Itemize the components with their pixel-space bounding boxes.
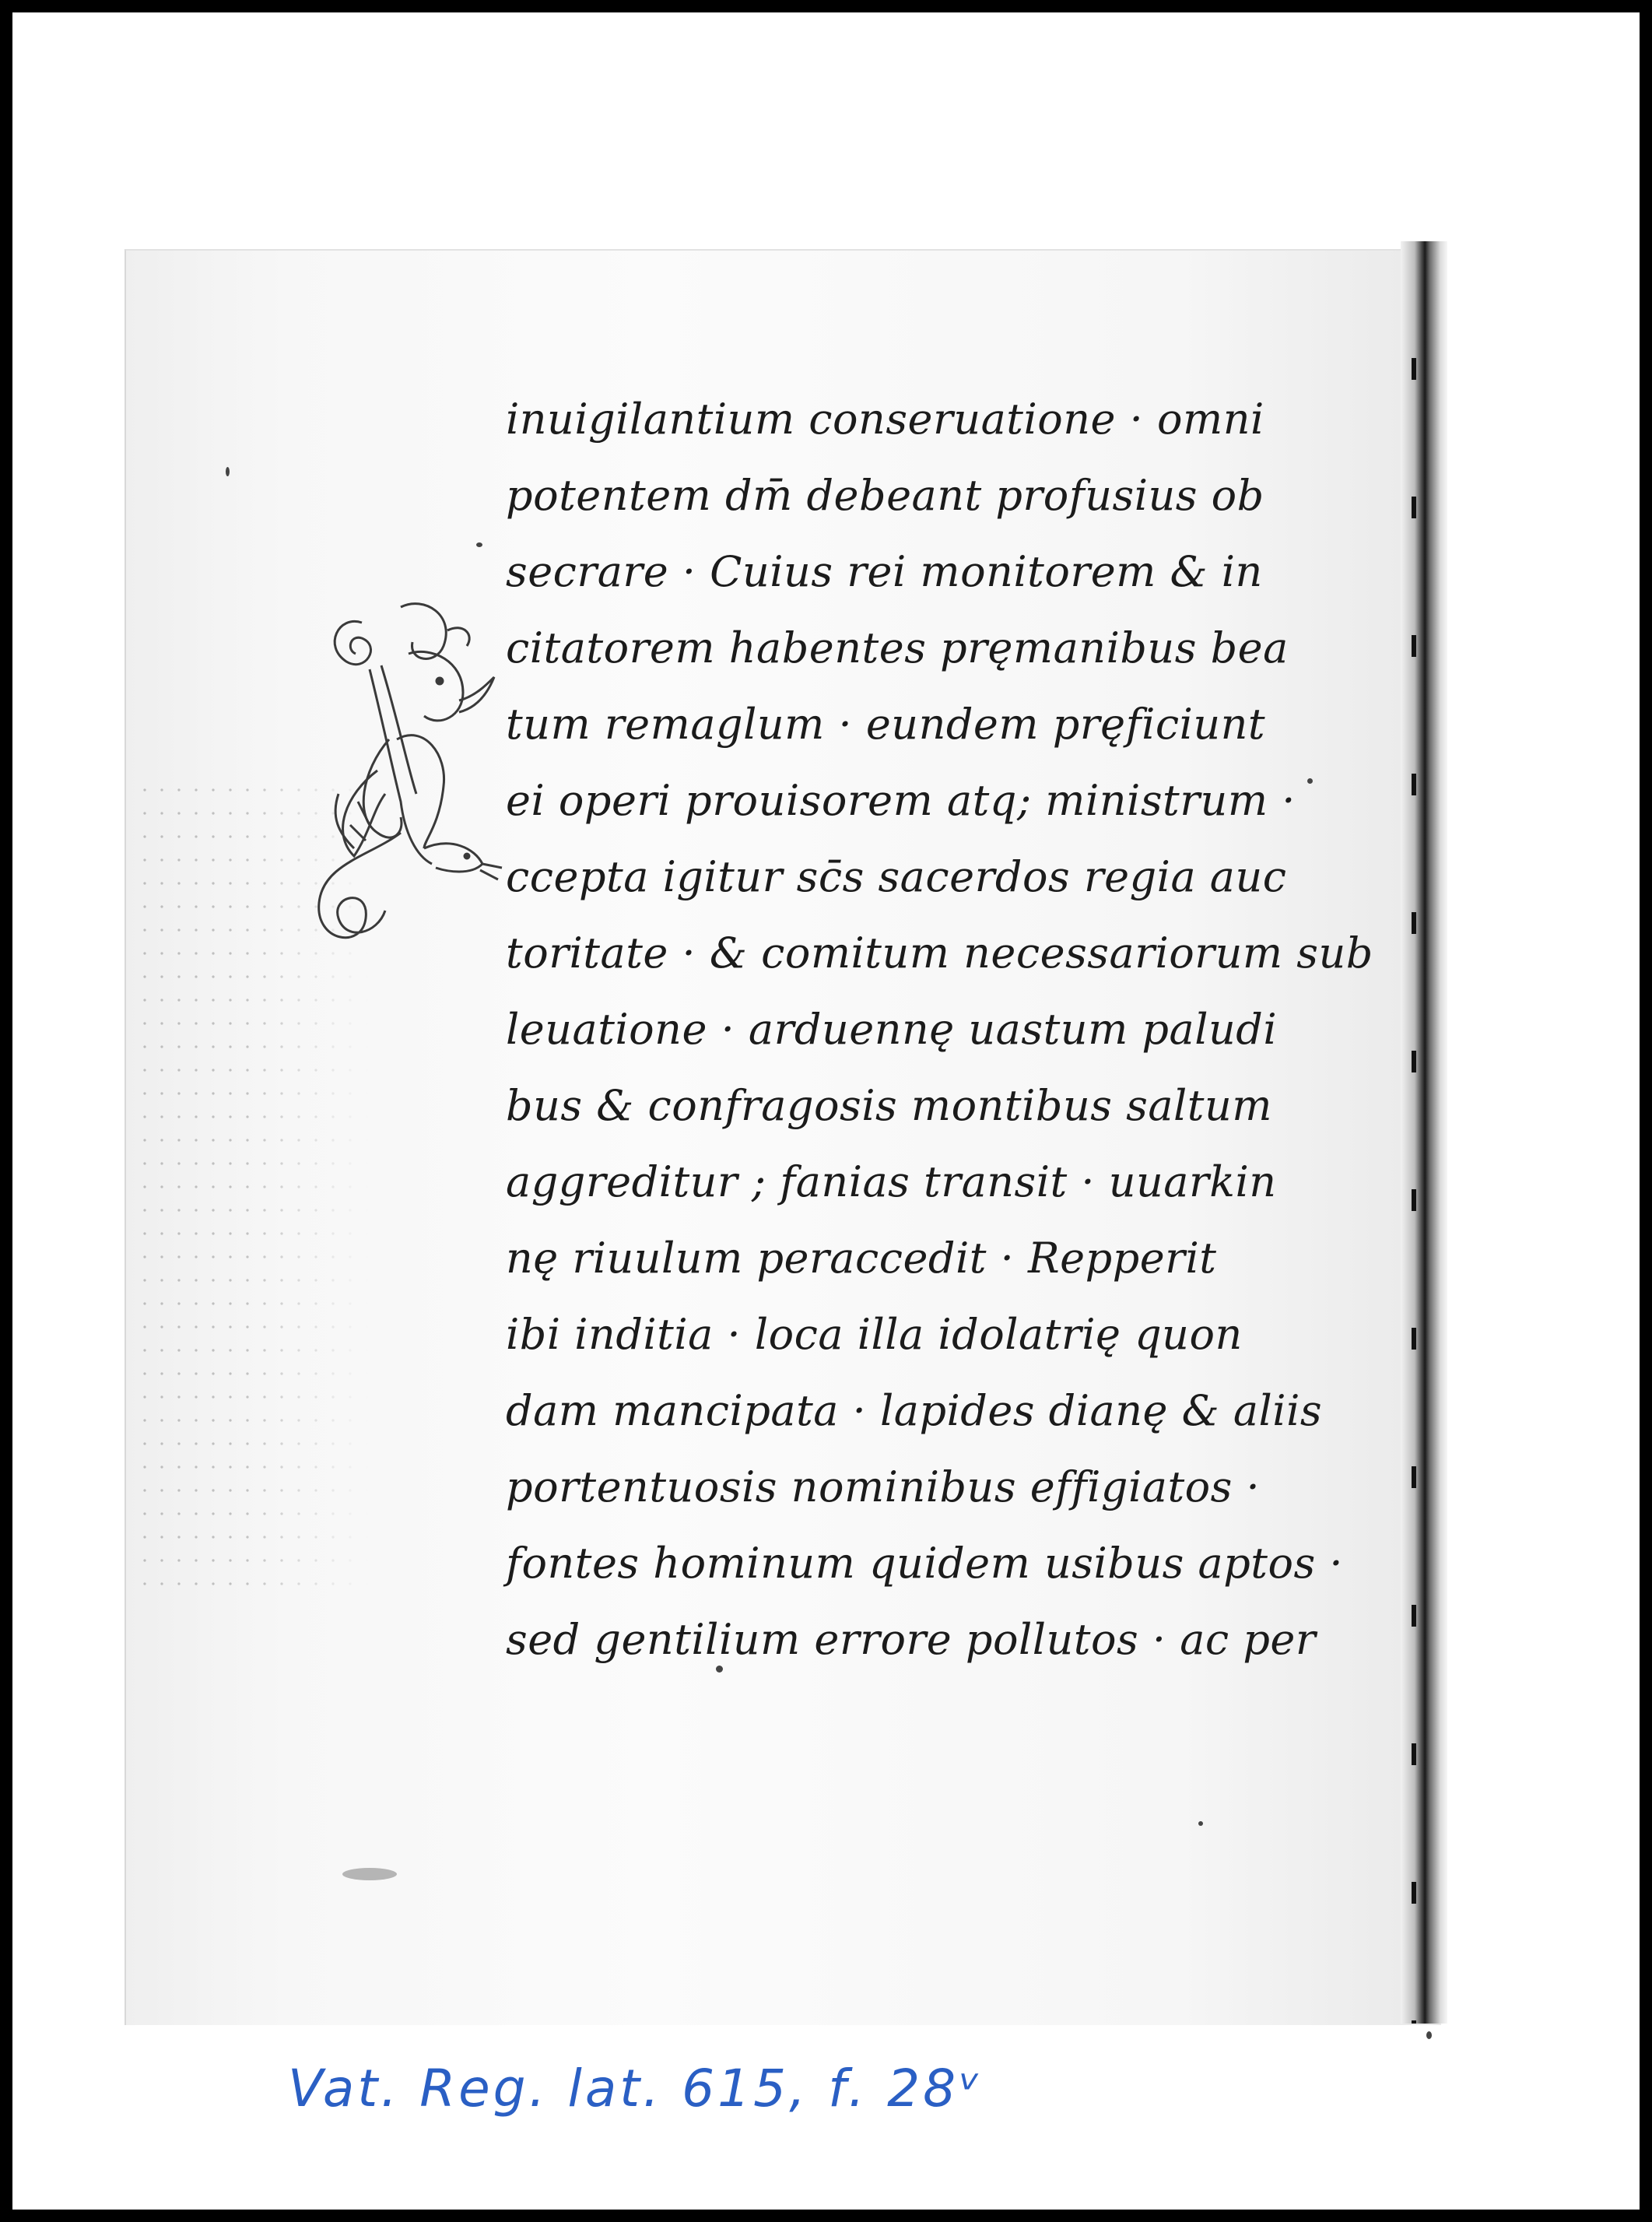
manuscript-line: citatorem habentes pręmanibus bea bbox=[506, 623, 1289, 672]
parchment-speck bbox=[226, 467, 230, 476]
manuscript-line: bus & confragosis montibus saltum bbox=[506, 1081, 1272, 1130]
manuscript-line: toritate · & comitum necessariorum sub bbox=[506, 928, 1373, 978]
manuscript-line: aggreditur ; fanias transit · uuarkin bbox=[506, 1157, 1277, 1206]
shelfmark-annotation: Vat. Reg. lat. 615, f. 28ᵛ bbox=[288, 2059, 984, 2118]
binding-gutter bbox=[1401, 241, 1447, 2024]
manuscript-line: nę riuulum peraccedit · Repperit bbox=[506, 1234, 1217, 1283]
manuscript-line: ei operi prouisorem atq; ministrum · bbox=[506, 776, 1296, 825]
manuscript-line: ibi inditia · loca illa idolatrię quon bbox=[506, 1310, 1243, 1359]
parchment-speck bbox=[1426, 2031, 1432, 2039]
manuscript-line: leuatione · arduennę uastum paludi bbox=[506, 1005, 1278, 1054]
manuscript-line: fontes hominum quidem usibus aptos · bbox=[506, 1539, 1344, 1588]
manuscript-line: inuigilantium conseruatione · omni bbox=[506, 395, 1264, 444]
manuscript-line: portentuosis nominibus effigiatos · bbox=[506, 1462, 1261, 1511]
parchment-speck bbox=[476, 542, 482, 547]
manuscript-line: secrare · Cuius rei monitorem & in bbox=[506, 547, 1263, 596]
manuscript-line: ccepta igitur sc̄s sacerdos regia auc bbox=[506, 852, 1287, 901]
manuscript-line: sed gentilium errore pollutos · ac per bbox=[506, 1615, 1317, 1664]
parchment-speck bbox=[342, 1868, 397, 1880]
manuscript-line: potentem dm̄ debeant profusius ob bbox=[506, 471, 1264, 520]
manuscript-line: tum remaglum · eundem pręficiunt bbox=[506, 700, 1266, 749]
manuscript-line: dam mancipata · lapides dianę & aliis bbox=[506, 1386, 1323, 1435]
parchment-speck bbox=[1198, 1821, 1203, 1826]
manuscript-text bbox=[506, 381, 1373, 1678]
